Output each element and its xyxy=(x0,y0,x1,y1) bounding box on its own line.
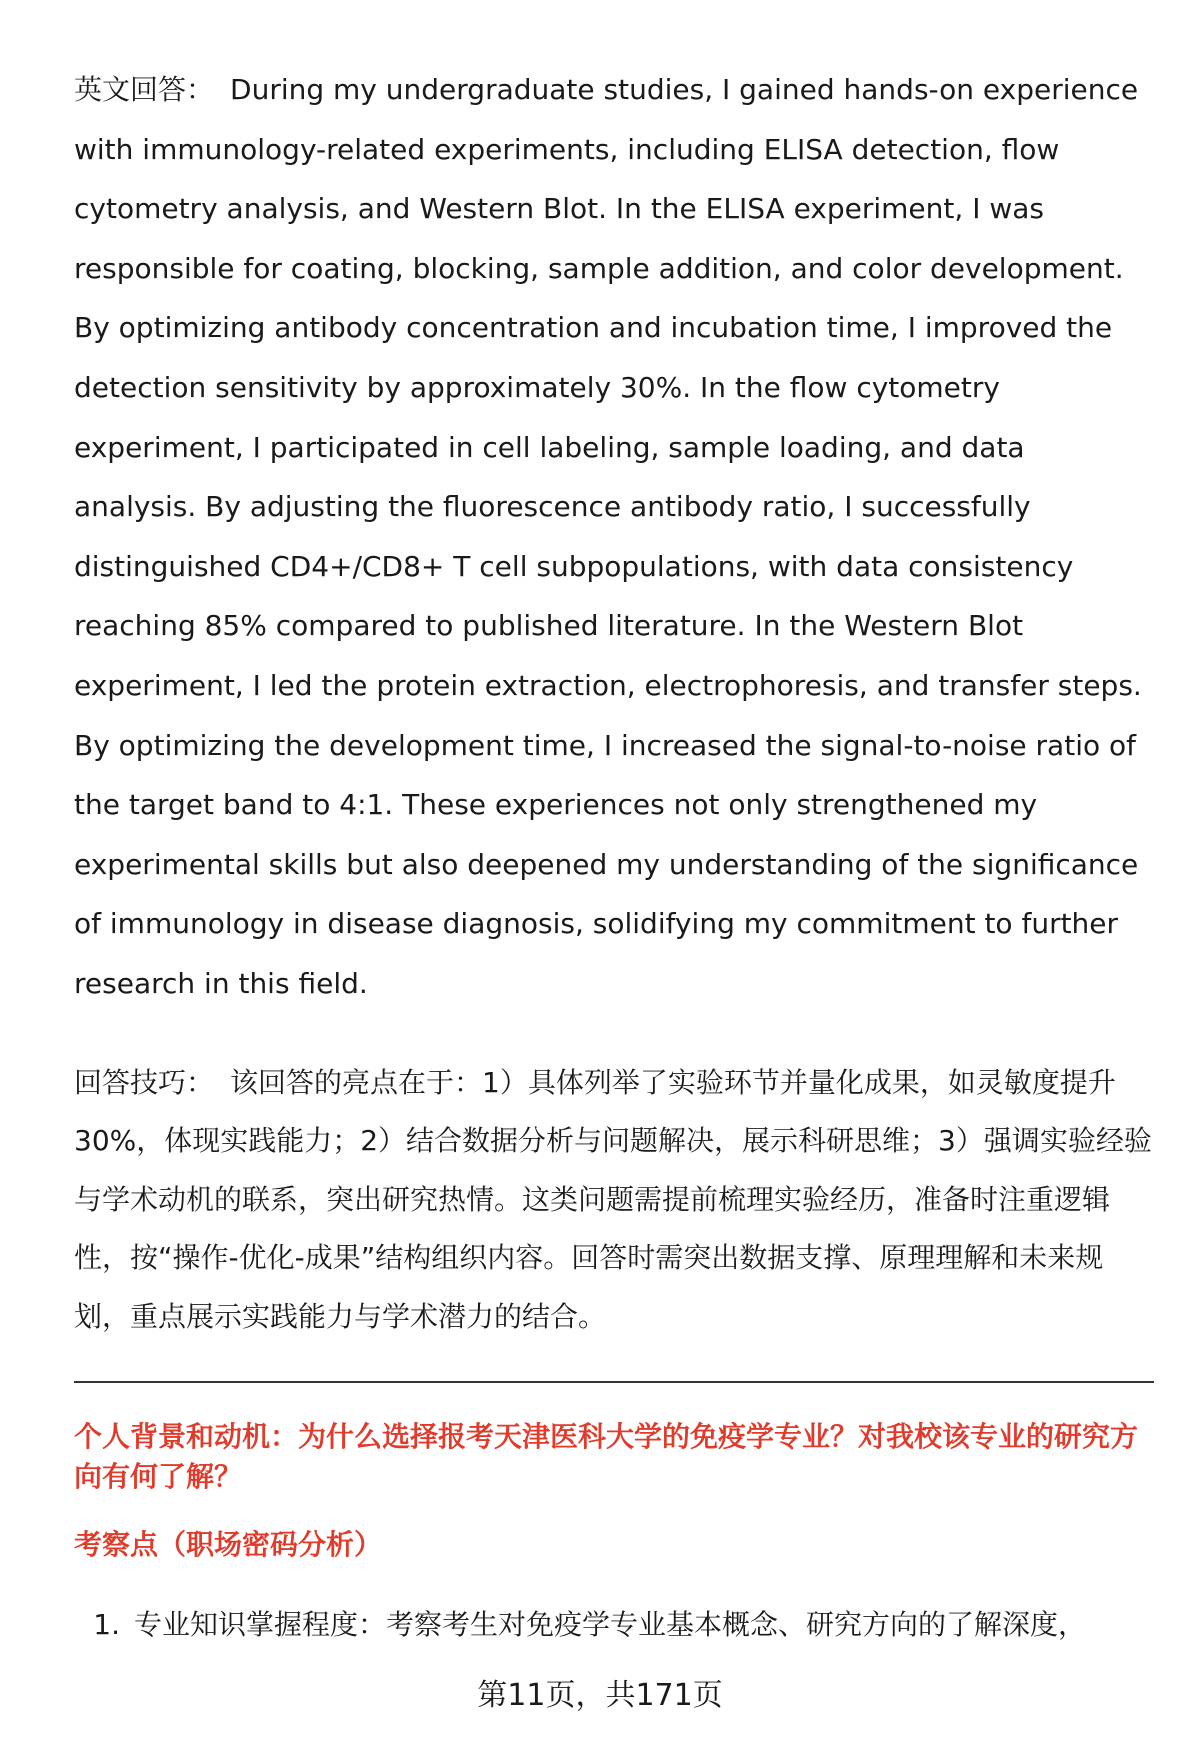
page-number-footer: 第11页，共171页 xyxy=(477,1678,723,1713)
english-answer-text: During my undergraduate studies, I gained hands-on experience with immunology-related experiments, including ELISA detection, flow cytometry analysis, and Western Blot. In the ELISA experiment, I was responsible for coating, blocking, sample addition, and color development. By optimizing antibody concentration and incubation time, I improved the detection sensitivity by approximately 30%. In the flow cytometry experiment, I participated in cell labeling, sample loading, and data analysis. By adjusting the fluorescence antibody ratio, I successfully distinguished CD4+/CD8+ T cell subpopulations, with data consistency reaching 85% compared to published literature. In the Western Blot experiment, I led the protein extraction, electrophoresis, and transfer steps. By optimizing the development time, I increased the signal-to-noise ratio of the target band to 4:1. These experiences not only strengthened my experimental skills but also deepened my understanding of the significance of immunology in disease diagnosis, solidifying my commitment to further research in this field. xyxy=(74,73,1142,1000)
answer-tips-label: 回答技巧： xyxy=(74,1065,215,1099)
document-page xyxy=(74,60,1154,1645)
list-item-text: 专业知识掌握程度：考察考生对免疫学专业基本概念、研究方向的了解深度， xyxy=(134,1608,1087,1641)
answer-tips-text: 该回答的亮点在于：1）具体列举了实验环节并量化成果，如灵敏度提升30%，体现实践能力；2）结合数据分析与问题解决，展示科研思维；3）强调实验经验与学术动机的联系，突出研究热情。这类问题需提前梳理实验经历，准备时注重逻辑性，按“操作-优化-成果”结构组织内容。回答时需突出数据支撑、原理理解和未来规划，重点展示实践能力与学术潜力的结合。 xyxy=(74,1065,1152,1333)
answer-tips-paragraph xyxy=(74,1054,1154,1347)
english-answer-label: 英文回答： xyxy=(74,73,215,106)
list-item-number: 1. xyxy=(93,1608,120,1641)
section-title: 考察点（职场密码分析） xyxy=(74,1528,383,1561)
section-divider xyxy=(74,1381,1154,1383)
question-heading: 个人背景和动机：为什么选择报考天津医科大学的免疫学专业？对我校该专业的研究方向有何了解？ xyxy=(74,1420,1139,1493)
assessment-list xyxy=(74,1605,1154,1645)
list-item xyxy=(74,1605,1154,1645)
english-answer-paragraph xyxy=(74,60,1154,1014)
